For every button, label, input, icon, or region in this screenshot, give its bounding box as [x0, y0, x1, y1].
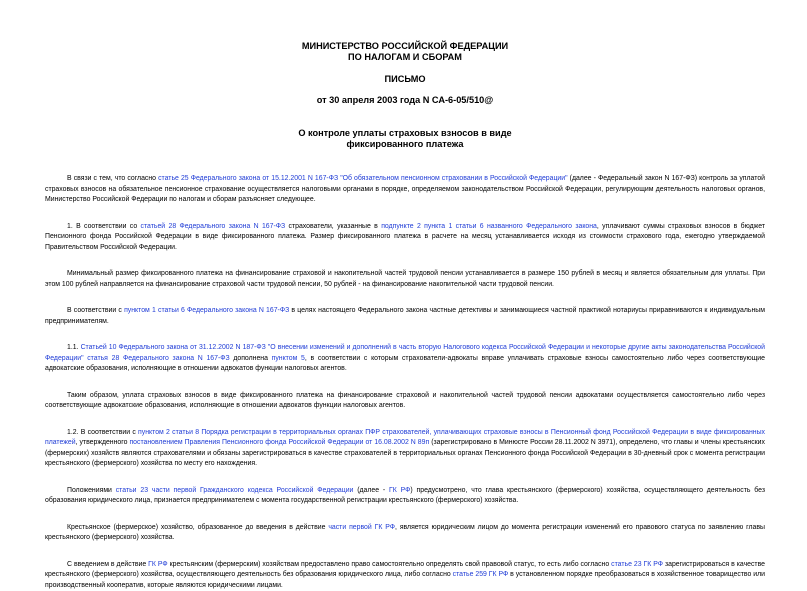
ministry-line-1: МИНИСТЕРСТВО РОССИЙСКОЙ ФЕДЕРАЦИИ	[45, 41, 765, 52]
ministry-name	[45, 0, 765, 63]
text: Минимальный размер фиксированного платежа на финансирование страховой и накопительной частей трудовой пенсии устанавливается в размере 150 рублей в месяц и является обязательным для уплаты. При этом 100 рублей направляется на финансирование страховой части трудовой пенсии, 50 рублей - на финансирование накопительной части трудовой пенсии.	[45, 270, 765, 288]
paragraph-1-1	[45, 343, 765, 375]
text: , является юридическим лицом до момента регистрации изменений его правового статуса по заявлению главы крестьянского (фермерского) хозяйства.	[45, 524, 765, 542]
text: крестьянским (фермерским) хозяйствам предоставлено право самостоятельно определять свой правовой статус, то есть либо согласно	[168, 561, 611, 568]
text: 1. В соответствии со	[67, 223, 141, 230]
text: Крестьянское (фермерское) хозяйство, образованное до введения в действие	[67, 524, 328, 531]
link-article-28-law-167[interactable]: статьей 28 Федерального закона N 167-ФЗ	[141, 223, 286, 230]
title-line-2: фиксированного платежа	[45, 139, 765, 150]
link-civil-code-part-one[interactable]: части первой ГК РФ	[328, 524, 395, 531]
link-civil-code-article-259[interactable]: статье 259 ГК РФ	[453, 571, 509, 578]
text: 1.1.	[67, 344, 81, 351]
text: В связи с тем, что согласно	[67, 175, 158, 182]
paragraph-intro	[45, 174, 765, 206]
text: , уплачивают суммы страховых взносов в бюджет Пенсионного фонда Российской Федерации в виде фиксированного платежа. Размер фиксированного платежа в расчете на месяц устанавливается исходя из стоимости страхового года, ежегодно утверждаемой Правительством Российской Федерации.	[45, 223, 765, 251]
document-header	[45, 0, 765, 150]
link-point-2-article-8[interactable]: пунктом 2 статьи 8	[138, 429, 199, 436]
document-number: от 30 апреля 2003 года N СА-6-05/510@	[45, 95, 765, 106]
text: , утвержденного	[76, 439, 130, 446]
link-point-1-article-6-law-167[interactable]: пунктом 1 статьи 6 Федерального закона N 167-ФЗ	[124, 307, 289, 314]
paragraph-1-2	[45, 428, 765, 470]
text: в целях настоящего Федерального закона частные детективы и занимающиеся частной практикой нотариусы приравниваются к индивидуальным предпринимателям.	[45, 307, 765, 325]
link-subparagraph-2-article-6[interactable]: подпункте 2 пункта 1 статьи 6 названного Федерального закона	[381, 223, 597, 230]
paragraph-detectives-notaries	[45, 306, 765, 327]
text: 1.2. В соответствии с	[67, 429, 138, 436]
link-article-10-law-187[interactable]: Статьей 10 Федерального закона от 31.12.2002 N 187-ФЗ "О внесении изменений и дополнений в часть вторую Налогового кодекса Российской Федерации и некоторые другие акты законодательства Российской Федерации"	[45, 344, 765, 362]
link-pfr-registration-procedure[interactable]: Порядка регистрации в территориальных органах ПФР страхователей, уплачивающих страховые взносы в Пенсионный фонд Российской Федерации в виде фиксированных платежей	[45, 429, 765, 447]
text: С введением в действие	[67, 561, 148, 568]
text: Таким образом, уплата страховых взносов в виде фиксированного платежа на финансирование страховой и накопительной частей трудовой пенсии адвокатами осуществляется самостоятельно либо через соответствующие адвокатские образования, исполняющие в отношении адвокатов функции налоговых агентов.	[45, 392, 765, 410]
text: В соответствии с	[67, 307, 124, 314]
link-civil-code-article-23[interactable]: статье 23 ГК РФ	[611, 561, 663, 568]
link-civil-code[interactable]: ГК РФ	[148, 561, 167, 568]
document-body	[45, 174, 765, 591]
text: зарегистрироваться в качестве крестьянского (фермерского) хозяйства, осуществляющего деятельность без образования юридического лица, либо согласно	[45, 561, 765, 579]
link-civil-code[interactable]: ГК РФ	[389, 487, 410, 494]
title-line-1: О контроле уплаты страховых взносов в виде	[45, 128, 765, 139]
paragraph-farm-status	[45, 560, 765, 591]
document-title	[45, 128, 765, 150]
paragraph-civil-code-article-23	[45, 486, 765, 507]
text: (далее - Федеральный закон N 167-ФЗ) контроль за уплатой страховых взносов на обязательное пенсионное страхование осуществляется налоговыми органами в порядке, определяемом законодательством Российской Федерации, регулирующим деятельность налоговых органов, Министерство Российской Федерации по налогам и сборам разъясняет следующее.	[45, 175, 765, 203]
paragraph-1	[45, 222, 765, 254]
paragraph-lawyers	[45, 391, 765, 412]
link-pfr-resolution-89p[interactable]: постановлением Правления Пенсионного фонда Российской Федерации от 16.08.2002 N 89п	[129, 439, 429, 446]
paragraph-farm-legal-entity	[45, 523, 765, 544]
text: ) предусмотрено, что глава крестьянского (фермерского) хозяйства, осуществляющего деятельность без образования юридического лица, признается предпринимателем с момента государственной регистрации крестьянского (фермерского) хозяйства.	[45, 487, 765, 505]
link-civil-code-article-23[interactable]: статьи 23 части первой Гражданского кодекса Российской Федерации	[116, 487, 354, 494]
document-type: ПИСЬМО	[45, 74, 765, 85]
link-law-167-article-25[interactable]: статье 25 Федерального закона от 15.12.2001 N 167-ФЗ "Об обязательном пенсионном страховании в Российской Федерации"	[158, 175, 567, 182]
text: дополнена	[230, 355, 272, 362]
text: Положениями	[67, 487, 116, 494]
paragraph-minimum-payment	[45, 269, 765, 290]
ministry-line-2: ПО НАЛОГАМ И СБОРАМ	[45, 52, 765, 63]
text: , в соответствии с которым страхователи-адвокаты вправе уплачивать страховые взносы самостоятельно либо через соответствующие адвокатские образования, исполняющие в отношении адвокатов функции налоговых агентов.	[45, 355, 765, 373]
link-point-5[interactable]: пунктом 5	[272, 355, 305, 362]
text: (далее -	[353, 487, 389, 494]
link-article-28-law-167[interactable]: статья 28 Федерального закона N 167-ФЗ	[87, 355, 229, 362]
text: в установленном порядке преобразоваться в хозяйственное товарищество или производственный кооператив, которые являются юридическими лицами.	[45, 571, 765, 589]
text: (зарегистрировано в Минюсте России 28.11.2002 N 3971), определено, что главы и члены крестьянских (фермерских) хозяйств являются страхователями и обязаны зарегистрироваться в качестве страхователей в территориальных органах Пенсионного фонда Российской Федерации в 30-дневный срок с момента регистрации крестьянского (фермерского) хозяйства по месту его нахождения.	[45, 439, 765, 467]
text: страхователи, указанные в	[285, 223, 381, 230]
